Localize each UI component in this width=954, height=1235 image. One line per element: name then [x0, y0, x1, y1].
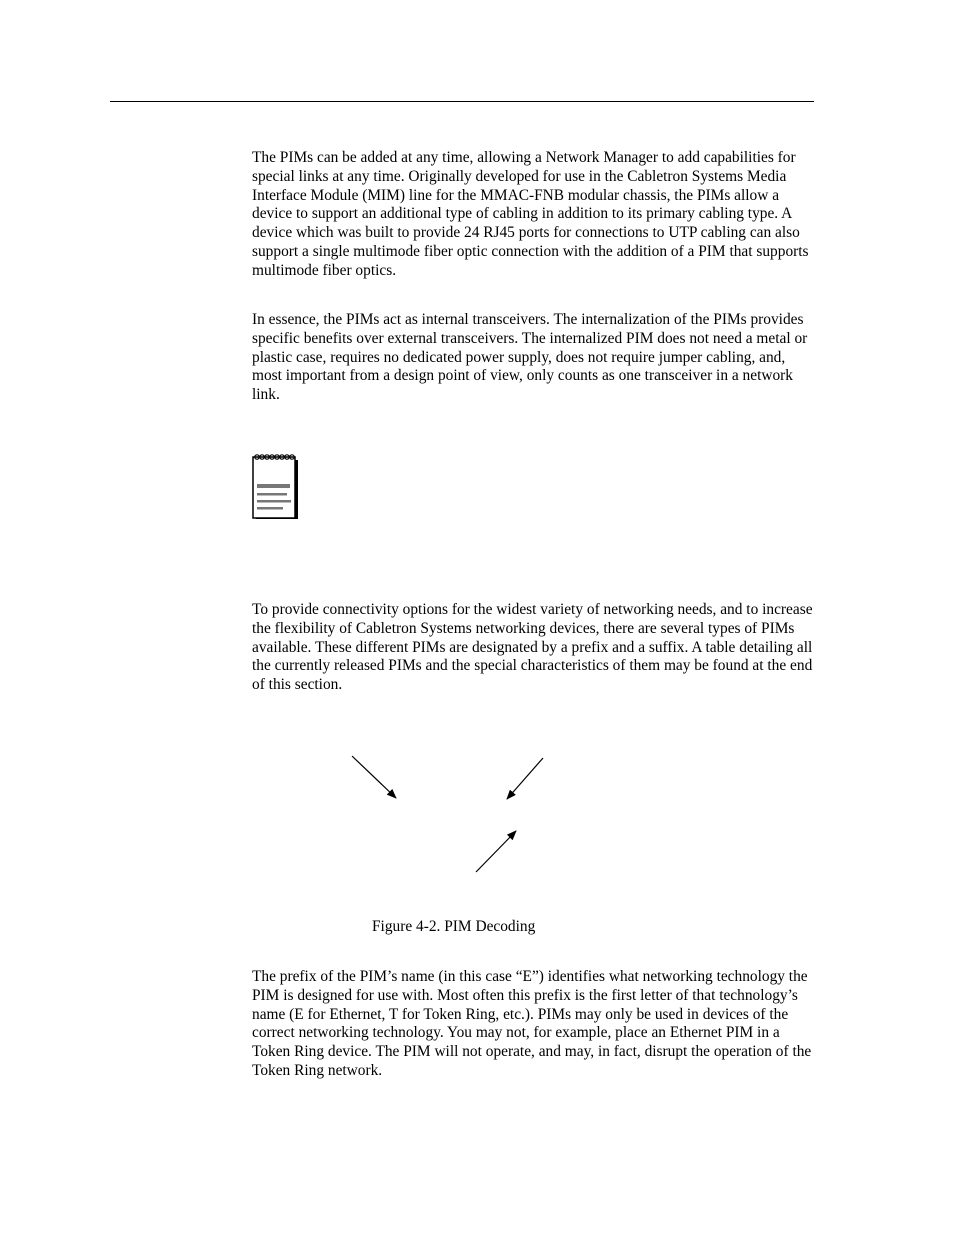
arrow-icon: [352, 756, 396, 798]
paragraph-pim-overview: The PIMs can be added at any time, allowing a Network Manager to add capabilities for special links at any time. Originally developed for use in the Cabletron Systems Media Interface Module (MIM) line for the MMAC-FNB modular chassis, the PIMs allow a device to support an additional type of cabling in addition to its primary cabling type. A device which was built to provide 24 RJ45 ports for connections to UTP cabling can also support a single multimode fiber optic connection with the addition of a PIM that supports multimode fiber optics.: [252, 149, 809, 279]
figure-caption: Figure 4-2. PIM Decoding: [372, 918, 536, 935]
notepad-icon: [252, 452, 300, 522]
paragraph-pim-prefix: The prefix of the PIM’s name (in this case “E”) identifies what networking technology the PIM is designed for use with. Most often this prefix is the first letter of that technology’s name (E for Ethernet, T for Token Ring, etc.). PIMs may only be used in devices of the correct networking technology. You may not, for example, place an Ethernet PIM in a Token Ring device. The PIM will not operate, and may, in fact, disrupt the operation of the Token Ring network.: [252, 968, 812, 1079]
pim-decoding-figure: [340, 750, 560, 880]
arrow-icon: [476, 831, 516, 872]
paragraph-pim-types: To provide connectivity options for the widest variety of networking needs, and to increase the flexibility of Cabletron Systems networking devices, there are several types of PIMs available. These different PIMs are designated by a prefix and a suffix. A table detailing all the currently released PIMs and the special characteristics of them may be found at the end of this section.: [252, 601, 813, 694]
arrow-icon: [507, 758, 543, 799]
paragraph-internal-transceivers: In essence, the PIMs act as internal transceivers. The internalization of the PIMs provides specific benefits over external transceivers. The internalized PIM does not need a metal or plastic case, requires no dedicated power supply, does not require jumper cabling, and, most important from a design point of view, only counts as one transceiver in a network link.: [252, 311, 808, 404]
header-rule: [110, 101, 814, 102]
